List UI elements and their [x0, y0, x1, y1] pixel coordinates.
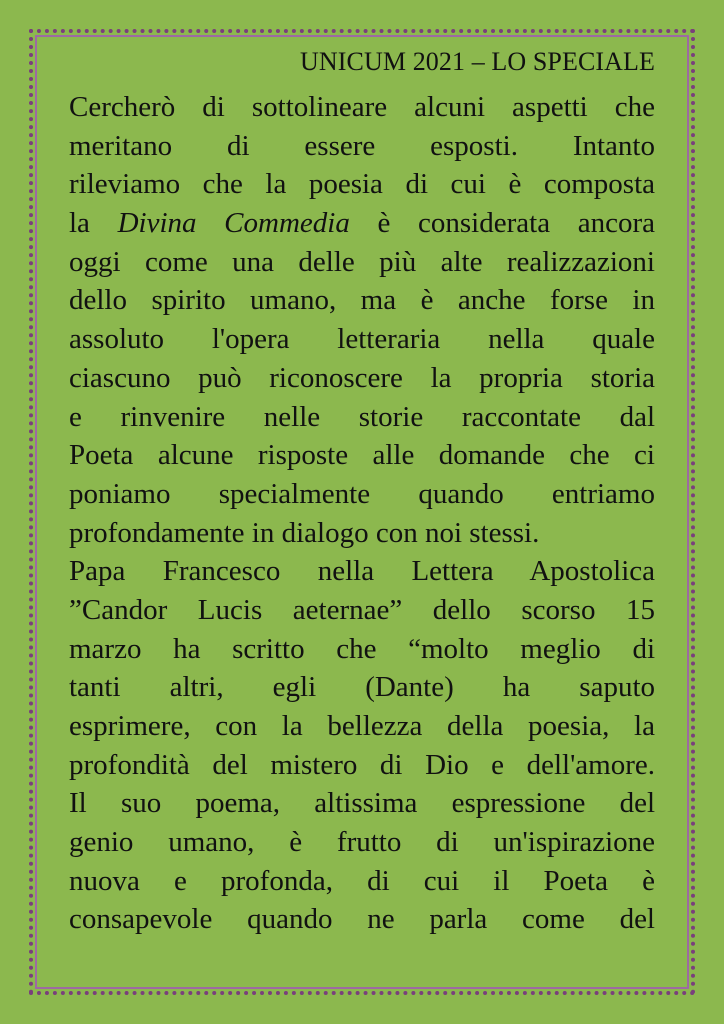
text-segment: è considerata ancora — [349, 207, 655, 240]
text-line: profondità del mistero di Dio e dell'amore. — [69, 748, 655, 781]
text-line: genio umano, è frutto di un'ispirazione — [69, 826, 655, 859]
text-line: meritano di essere esposti. Intanto — [69, 129, 655, 162]
text-line: tanti altri, egli (Dante) ha saputo — [69, 671, 655, 704]
text-line: dello spirito umano, ma è anche forse in — [69, 284, 655, 317]
text-line: profondamente in dialogo con noi stessi. — [69, 516, 540, 549]
text-line: consapevole quando ne parla come del — [69, 903, 655, 936]
italic-title: Divina Commedia — [117, 207, 350, 240]
text-line: assoluto l'opera letteraria nella quale — [69, 323, 655, 356]
text-line: marzo ha scritto che “molto meglio di — [69, 632, 655, 665]
text-line: ”Candor Lucis aeternae” dello scorso 15 — [69, 593, 655, 626]
text-line: Il suo poema, altissima espressione del — [69, 787, 655, 820]
text-line: rileviamo che la poesia di cui è composta — [69, 168, 655, 201]
text-line: oggi come una delle più alte realizzazioni — [69, 245, 655, 278]
body-text — [69, 88, 655, 939]
text-line: Poeta alcune risposte alle domande che ci — [69, 439, 655, 472]
header-title: UNICUM 2021 – LO SPECIALE — [300, 47, 655, 76]
text-line: poniamo specialmente quando entriamo — [69, 477, 655, 510]
text-line: esprimere, con la bellezza della poesia, la — [69, 710, 655, 742]
text-line: e rinvenire nelle storie raccontate dal — [69, 400, 655, 433]
text-line: Papa Francesco nella Lettera Apostolica — [69, 555, 655, 588]
text-line — [69, 204, 655, 243]
text-segment: la — [69, 207, 118, 240]
text-line: Cercherò di sottolineare alcuni aspetti che — [69, 91, 655, 123]
text-line: ciascuno può riconoscere la propria storia — [69, 361, 655, 394]
text-line: nuova e profonda, di cui il Poeta è — [69, 864, 655, 897]
